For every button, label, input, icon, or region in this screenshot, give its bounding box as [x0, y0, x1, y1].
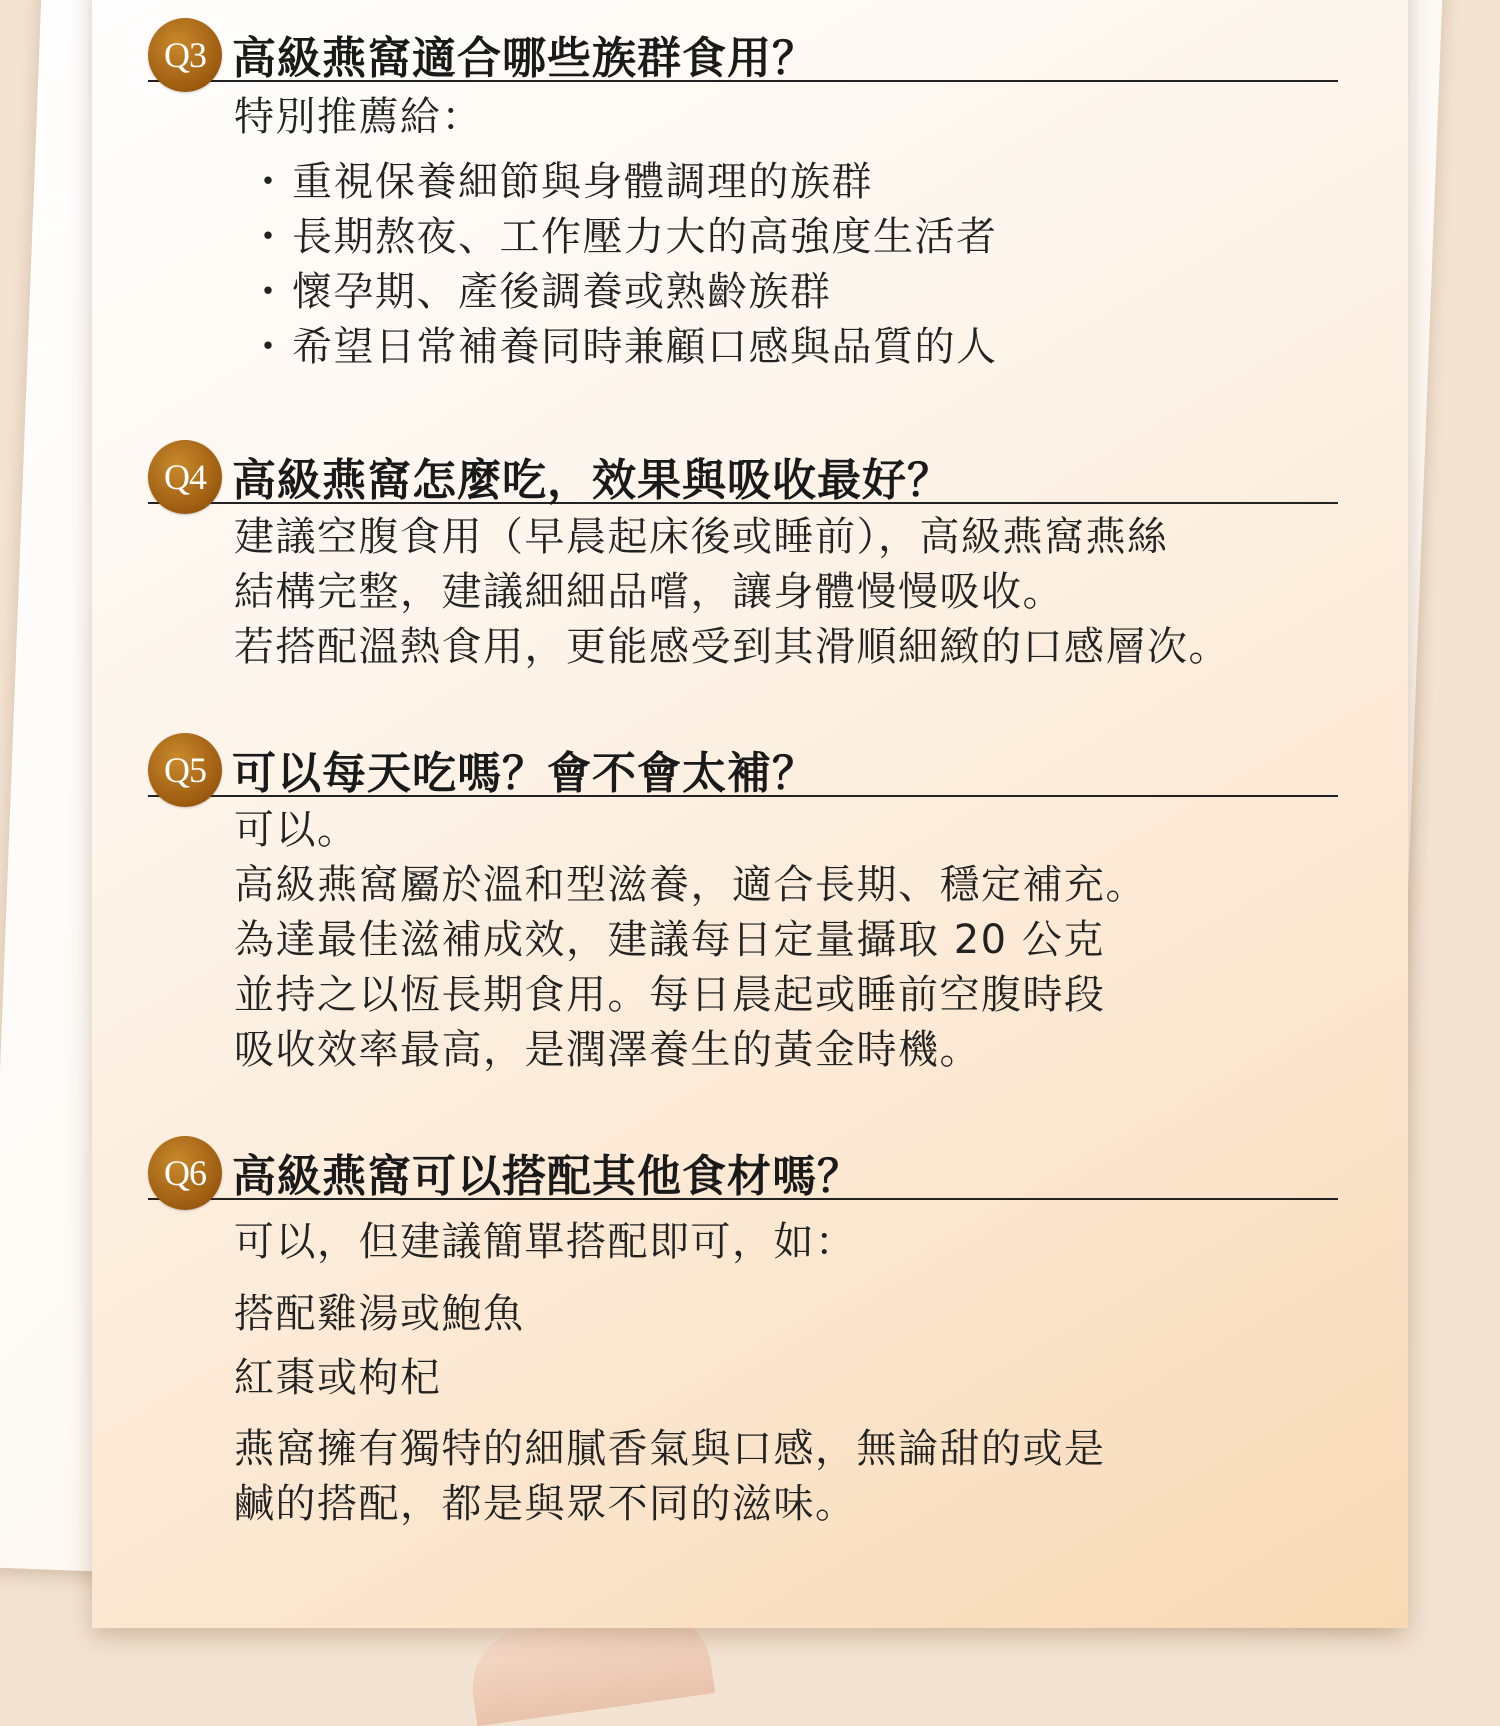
bullet-icon: ・ [248, 214, 290, 260]
pairing-item: 搭配雞湯或鮑魚 [234, 1291, 525, 1337]
answer-line: 若搭配溫熱食用，更能感受到其滑順細緻的口感層次。 [234, 624, 1230, 670]
list-item-text: 希望日常補養同時兼顧口感與品質的人 [292, 324, 998, 370]
bullet-icon: ・ [248, 324, 290, 370]
answer-intro: 特別推薦給： [234, 94, 483, 140]
question-header [148, 1126, 1338, 1200]
answer-intro: 可以，但建議簡單搭配即可，如： [234, 1219, 857, 1265]
pairing-item: 紅棗或枸杞 [234, 1355, 442, 1401]
faq-q4 [148, 430, 1338, 675]
answer-body [234, 510, 1338, 675]
recommended-groups-list [234, 155, 1338, 375]
question-header [148, 8, 1338, 82]
question-title: 高級燕窩可以搭配其他食材嗎？ [232, 1151, 862, 1202]
answer-line: 並持之以恆長期食用。每日晨起或睡前空腹時段 [234, 972, 1106, 1018]
list-item-text: 長期熬夜、工作壓力大的高強度生活者 [292, 214, 998, 260]
answer-line: 為達最佳滋補成效，建議每日定量攝取 20 公克 [234, 917, 1105, 963]
answer-body [234, 90, 1338, 375]
answer-line: 燕窩擁有獨特的細膩香氣與口感，無論甜的或是 [234, 1426, 1106, 1472]
answer-line: 建議空腹食用（早晨起床後或睡前），高級燕窩燕絲 [234, 514, 1169, 560]
question-number-badge: Q6 [148, 1136, 222, 1210]
bullet-icon: ・ [248, 159, 290, 205]
answer-line: 鹹的搭配，都是與眾不同的滋味。 [234, 1481, 857, 1527]
list-item [234, 210, 1338, 265]
answer-line: 可以。 [234, 807, 359, 853]
list-item [234, 320, 1338, 375]
answer-line: 高級燕窩屬於溫和型滋養，適合長期、穩定補充。 [234, 862, 1147, 908]
question-number-badge: Q5 [148, 733, 222, 807]
list-item [234, 155, 1338, 210]
list-item-text: 重視保養細節與身體調理的族群 [292, 159, 873, 205]
answer-line: 吸收效率最高，是潤澤養生的黃金時機。 [234, 1027, 981, 1073]
question-title: 高級燕窩適合哪些族群食用？ [232, 33, 817, 84]
faq-q5 [148, 723, 1338, 1078]
question-title: 高級燕窩怎麼吃，效果與吸收最好？ [232, 455, 952, 506]
answer-closing [234, 1422, 1338, 1532]
list-item-text: 懷孕期、產後調養或熟齡族群 [292, 269, 832, 315]
question-number-badge: Q3 [148, 18, 222, 92]
question-number-badge: Q4 [148, 440, 222, 514]
answer-body [234, 1210, 1338, 1410]
list-item [234, 265, 1338, 320]
answer-body [234, 803, 1338, 1078]
answer-line: 結構完整，建議細細品嚐，讓身體慢慢吸收。 [234, 569, 1064, 615]
question-header [148, 723, 1338, 797]
bullet-icon: ・ [248, 269, 290, 315]
faq-q3 [148, 8, 1338, 375]
faq-q6 [148, 1126, 1338, 1532]
question-header [148, 430, 1338, 504]
question-title: 可以每天吃嗎？會不會太補？ [232, 748, 817, 799]
